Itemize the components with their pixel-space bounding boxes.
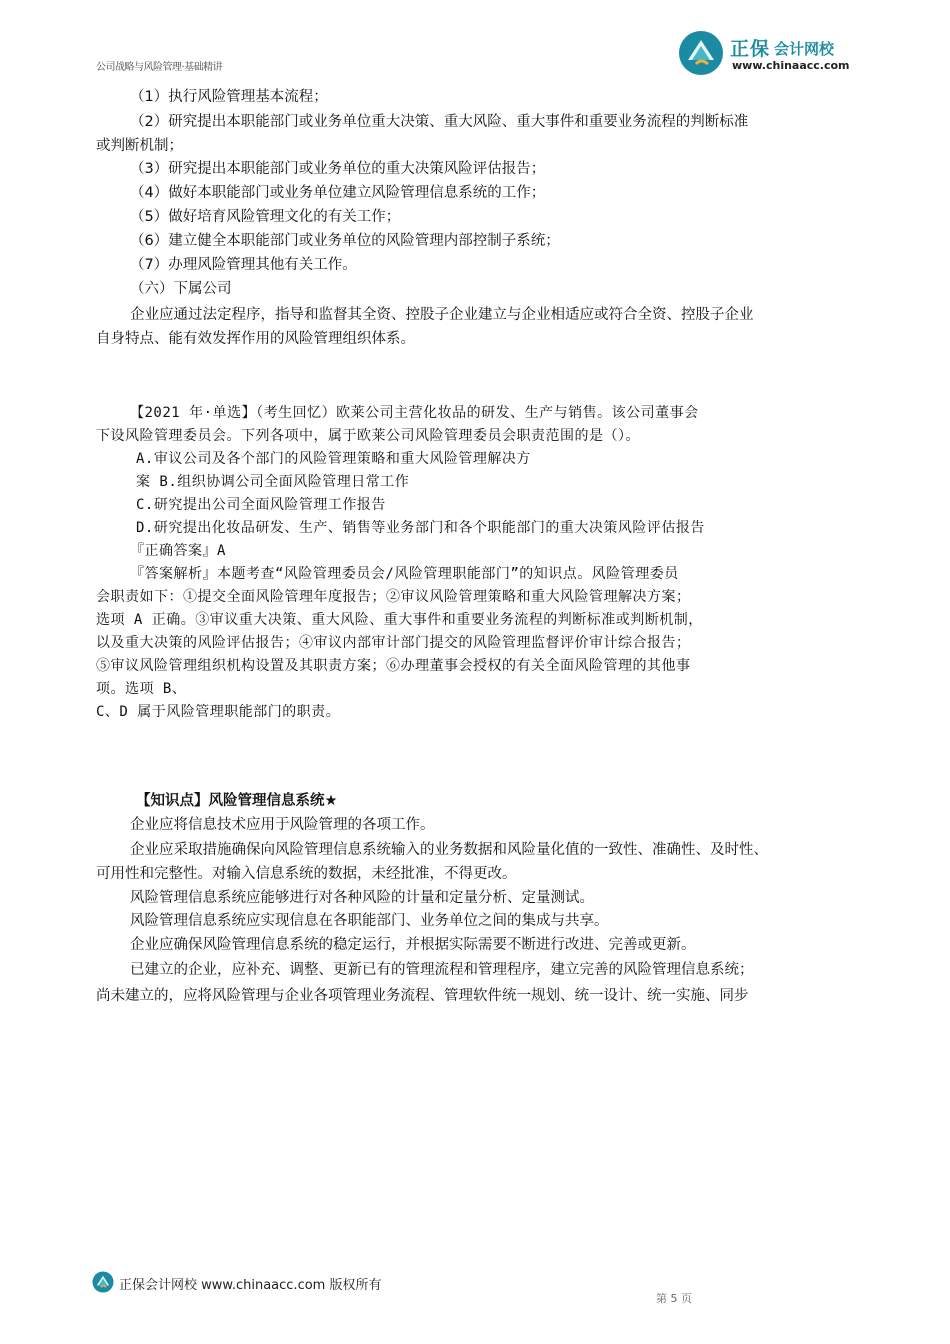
footer: [92, 1270, 422, 1296]
duty-item-3: （3）研究提出本职能部门或业务单位的重大决策风险评估报告；: [130, 161, 546, 177]
site-logo: [678, 28, 858, 78]
option-a: A.审议公司及各个部门的风险管理策略和重大风险管理解决方: [136, 451, 531, 467]
page-number: 第 5 页: [656, 1292, 692, 1305]
footer-copyright: 正保会计网校 www.chinaacc.com 版权所有: [119, 1278, 382, 1293]
duty-item-1: （1）执行风险管理基本流程；: [130, 89, 328, 105]
answer-analysis-line: C、D 属于风险管理职能部门的职责。: [96, 704, 341, 720]
duty-item-2-cont: 或判断机制；: [96, 138, 183, 154]
logo-name: 正保: [730, 38, 771, 60]
knowledge-line: 风险管理信息系统应实现信息在各职能部门、业务单位之间的集成与共享。: [130, 913, 609, 929]
paragraph-line: 自身特点、能有效发挥作用的风险管理组织体系。: [96, 331, 415, 347]
duty-item-2: （2）研究提出本职能部门或业务单位重大决策、重大风险、重大事件和重要业务流程的判断标准: [130, 114, 749, 130]
duty-item-6: （6）建立健全本职能部门或业务单位的风险管理内部控制子系统；: [130, 233, 560, 249]
correct-answer: 『正确答案』A: [130, 543, 226, 559]
question-stem-cont: 下设风险管理委员会。下列各项中，属于欧莱公司风险管理委员会职责范围的是（）。: [96, 428, 640, 444]
knowledge-line: 可用性和完整性。对输入信息系统的数据，未经批准，不得更改。: [96, 866, 517, 882]
knowledge-line: 尚未建立的，应将风险管理与企业各项管理业务流程、管理软件统一规划、统一设计、统一实施、同步: [96, 988, 749, 1004]
duty-item-7: （7）办理风险管理其他有关工作。: [130, 257, 357, 273]
logo-url: www.chinaacc.com: [732, 59, 850, 72]
answer-analysis-line: 选项 A 正确。③审议重大决策、重大风险、重大事件和重要业务流程的判断标准或判断机制，: [96, 612, 703, 628]
knowledge-line: 风险管理信息系统应能够进行对各种风险的计量和定量分析、定量测试。: [130, 890, 594, 906]
answer-analysis: 『答案解析』本题考查“风险管理委员会/风险管理职能部门”的知识点。风险管理委员: [130, 566, 679, 582]
header-chapter-text: 公司战略与风险管理·基础精讲: [96, 62, 223, 73]
answer-analysis-line: ⑤审议风险管理组织机构设置及其职责方案；⑥办理董事会授权的有关全面风险管理的其他事: [96, 658, 691, 674]
answer-analysis-line: 会职责如下：①提交全面风险管理年度报告；②审议风险管理策略和重大风险管理解决方案；: [96, 589, 691, 605]
knowledge-line: 企业应采取措施确保向风险管理信息系统输入的业务数据和风险量化值的一致性、准确性、及时性、: [130, 842, 768, 858]
knowledge-line: 企业应将信息技术应用于风险管理的各项工作。: [130, 817, 435, 833]
answer-analysis-line: 以及重大决策的风险评估报告；④审议内部审计部门提交的风险管理监督评价审计综合报告；: [96, 635, 691, 651]
logo-emblem-icon: [678, 30, 724, 76]
option-b: 案 B.组织协调公司全面风险管理日常工作: [136, 474, 410, 490]
question-stem: 【2021 年·单选】（考生回忆）欧莱公司主营化妆品的研发、生产与销售。该公司董事会: [130, 405, 699, 421]
option-c: C.研究提出公司全面风险管理工作报告: [136, 497, 386, 513]
option-d: D.研究提出化妆品研发、生产、销售等业务部门和各个职能部门的重大决策风险评估报告: [136, 520, 705, 536]
paragraph-line: 企业应通过法定程序，指导和监督其全资、控股子企业建立与企业相适应或符合全资、控股子企业: [130, 307, 754, 323]
knowledge-line: 已建立的企业，应补充、调整、更新已有的管理流程和管理程序，建立完善的风险管理信息系统；: [130, 962, 754, 978]
footer-logo-icon: [92, 1271, 114, 1293]
answer-analysis-line: 项。选项 B、: [96, 681, 187, 697]
logo-sub: 会计网校: [774, 40, 835, 58]
knowledge-heading: 【知识点】风险管理信息系统★: [136, 793, 338, 809]
knowledge-line: 企业应确保风险管理信息系统的稳定运行，并根据实际需要不断进行改进、完善或更新。: [130, 937, 696, 953]
duty-item-4: （4）做好本职能部门或业务单位建立风险管理信息系统的工作；: [130, 185, 546, 201]
duty-item-5: （5）做好培育风险管理文化的有关工作；: [130, 209, 401, 225]
subsection-title-subsidiary: （六）下属公司: [130, 281, 232, 297]
